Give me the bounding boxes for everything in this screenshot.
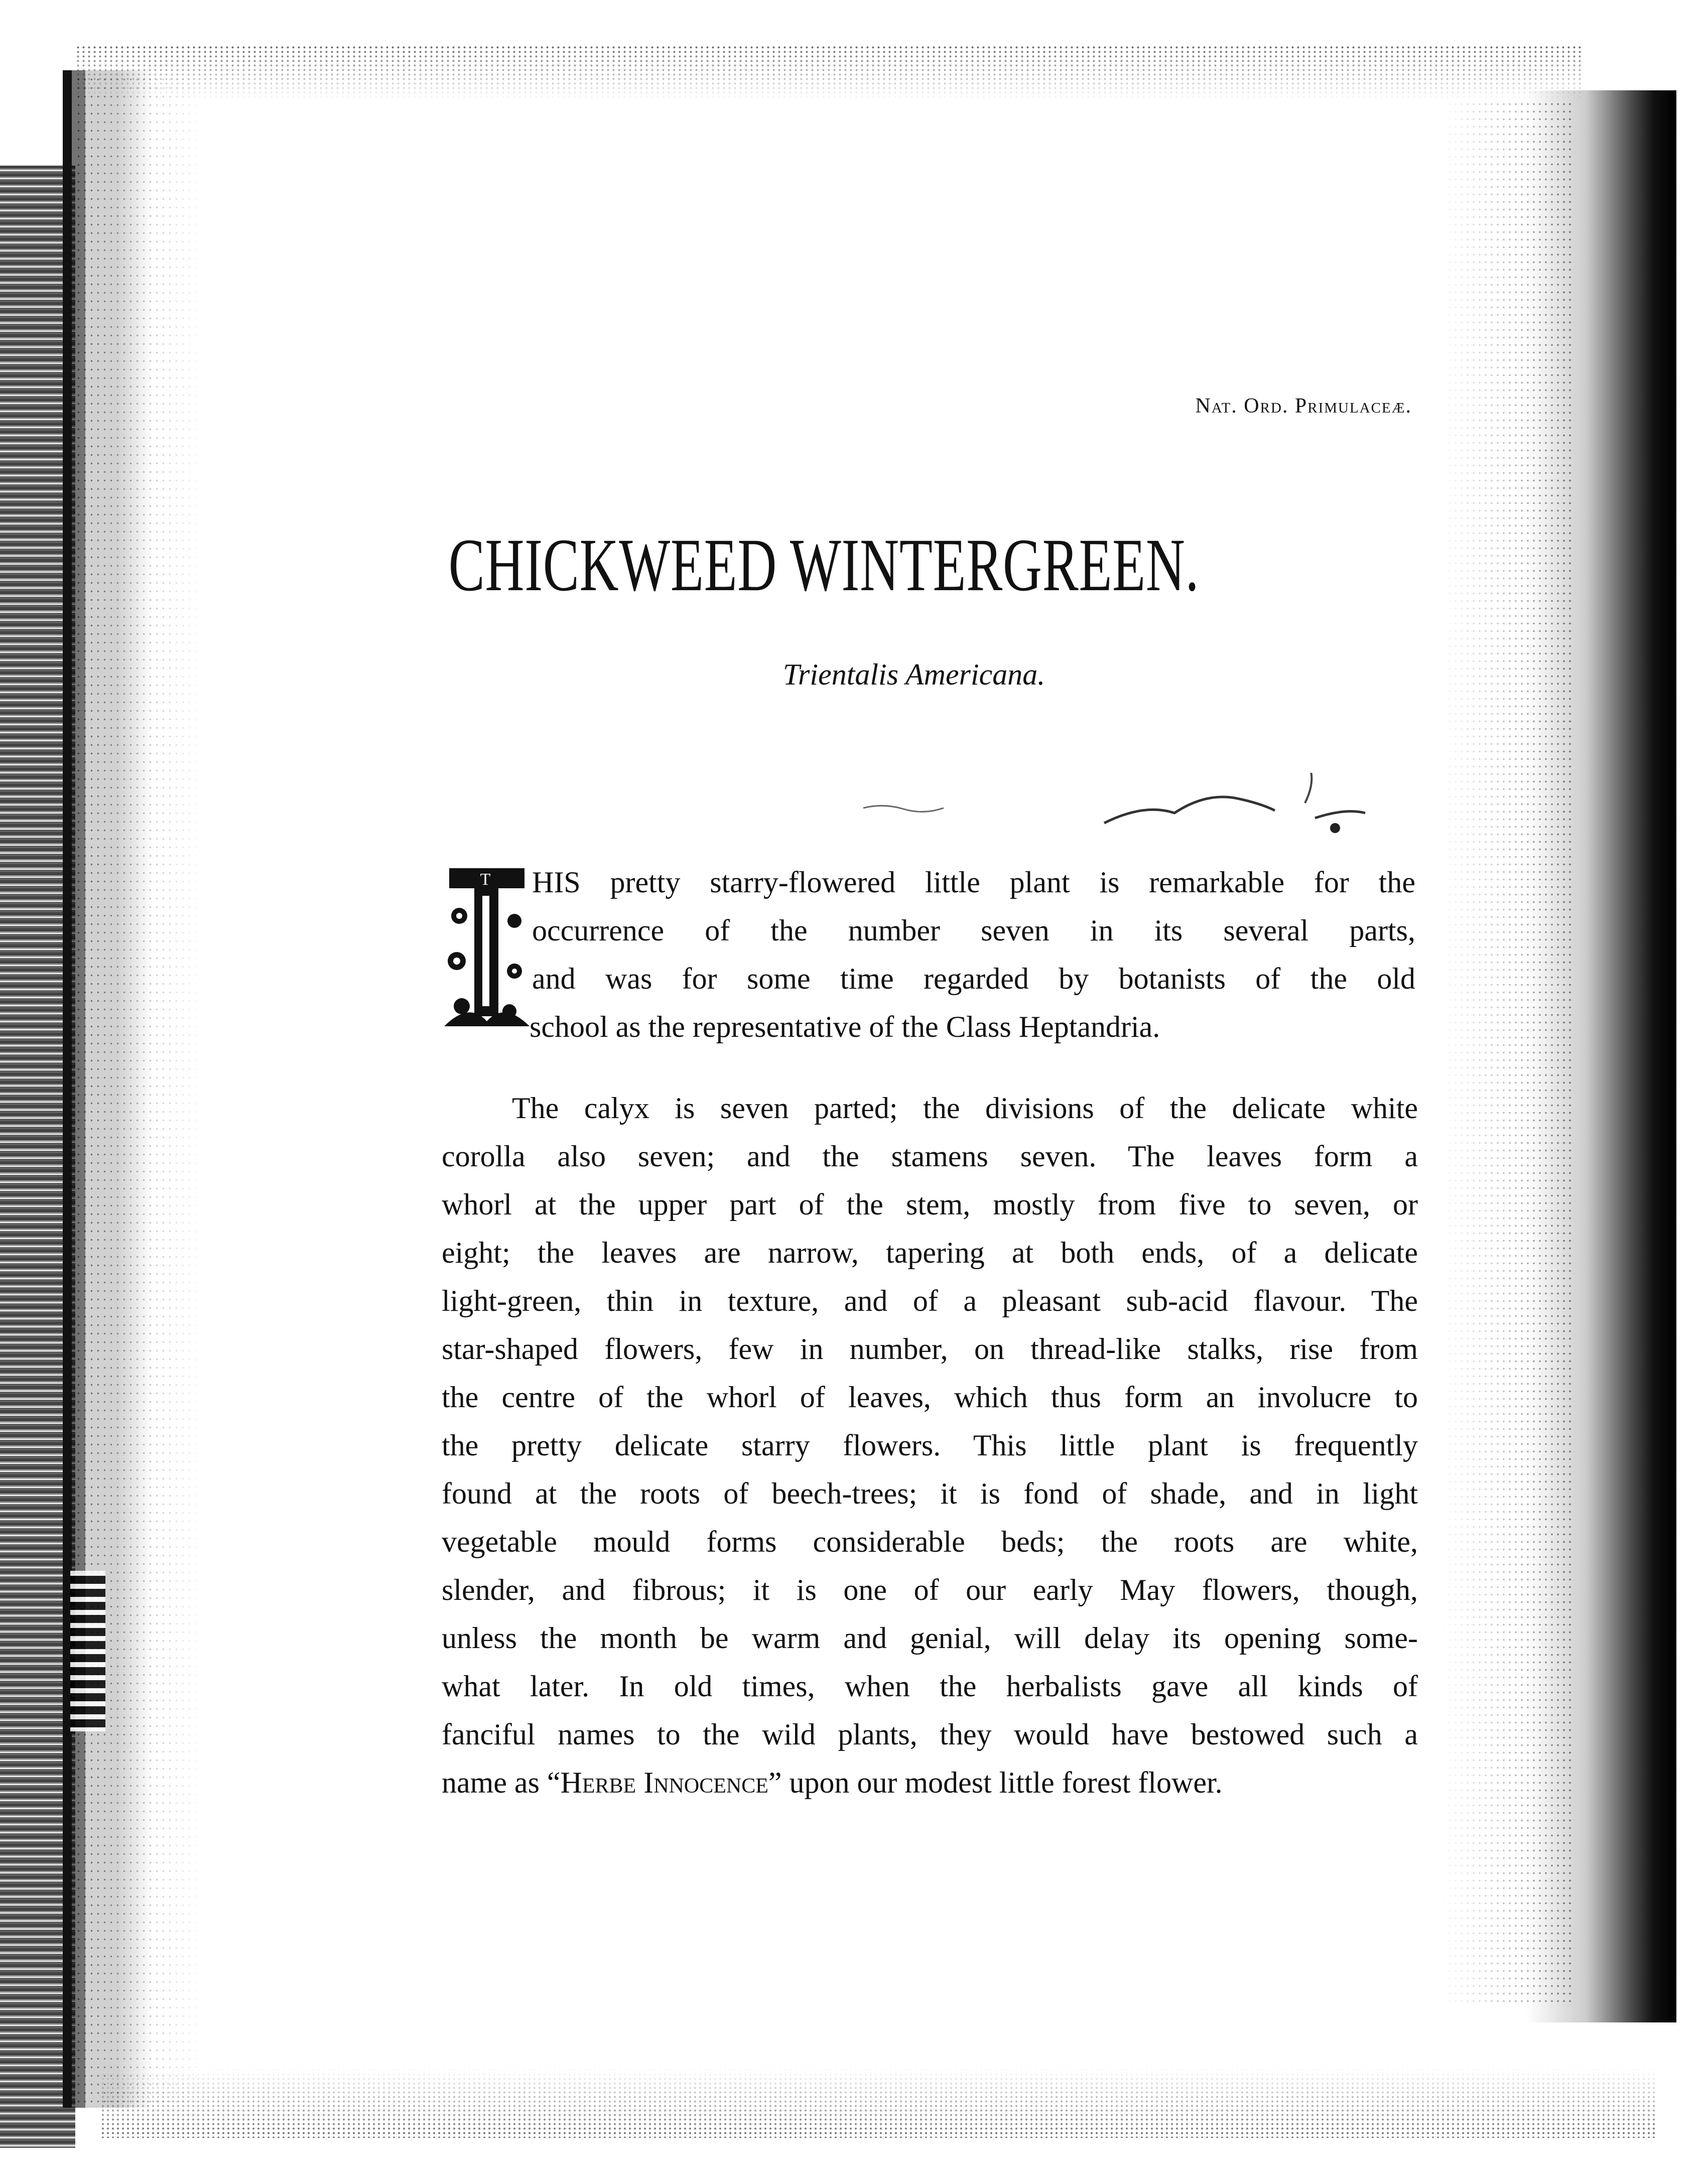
- text-line: HIS pretty starry-flowered little plant is remarkable for the: [532, 866, 1415, 899]
- paragraph-1-line-3: [532, 955, 1415, 1003]
- paragraph-2-body: [442, 1132, 1418, 1807]
- natural-order-label: Nat. Ord. Primulaceæ.: [1195, 394, 1412, 418]
- text-line: light-green, thin in texture, and of a pleasant sub-acid flavour. The: [442, 1284, 1418, 1317]
- left-edge-marks: [70, 1571, 105, 1731]
- text-line: the centre of the whorl of leaves, which thus form an involucre to: [442, 1381, 1418, 1414]
- text-line: occurrence of the number seven in its several parts,: [532, 914, 1415, 947]
- text-line: school as the representative of the Class Heptandria.: [530, 1010, 1160, 1043]
- page-title: CHICKWEED WINTERGREEN.: [448, 523, 1200, 607]
- text-line: fanciful names to the wild plants, they would have bestowed such a: [442, 1718, 1418, 1751]
- text-line: found at the roots of beech-trees; it is fond of shade, and in light: [442, 1477, 1418, 1510]
- text-line: and was for some time regarded by botanists of the old: [532, 962, 1415, 995]
- text-line: what later. In old times, when the herbalists gave all kinds of: [442, 1670, 1418, 1703]
- text-line: slender, and fibrous; it is one of our early May flowers, though,: [442, 1573, 1418, 1606]
- text-line: eight; the leaves are narrow, tapering at both ends, of a delicate: [442, 1236, 1418, 1269]
- text-fragment: name as “: [442, 1766, 561, 1799]
- latin-name: Trientalis Americana.: [783, 658, 1045, 691]
- text-line: the pretty delicate starry flowers. This little plant is frequently: [442, 1429, 1418, 1462]
- text-line: unless the month be warm and genial, will delay its opening some-: [442, 1621, 1418, 1655]
- top-scan-noise: [75, 45, 1581, 100]
- bottom-scan-noise: [100, 2068, 1656, 2138]
- text-line: whorl at the upper part of the stem, mostly from five to seven, or: [442, 1188, 1418, 1221]
- paragraph-2: [442, 1084, 1418, 1132]
- ornamental-drop-cap: [439, 861, 532, 1034]
- pencil-squiggle-mark: [863, 773, 1415, 843]
- final-text-line: [442, 1758, 1418, 1807]
- left-scan-noise: [75, 75, 206, 2108]
- text-line: corolla also seven; and the stamens seven. The leaves form a: [442, 1140, 1418, 1173]
- herbe-innocence-smallcaps: Herbe Innocence: [560, 1766, 768, 1799]
- paragraph-1-line-1: [532, 858, 1415, 955]
- text-fragment: ” upon our modest little forest flower.: [768, 1766, 1223, 1799]
- paragraph-1-line-4: [530, 1003, 1282, 1051]
- drop-cap-letter: T: [480, 870, 491, 889]
- text-line: The calyx is seven parted; the divisions of the delicate white: [512, 1092, 1418, 1125]
- text-line: star-shaped flowers, few in number, on thread-like stalks, rise from: [442, 1332, 1418, 1366]
- text-line: vegetable mould forms considerable beds; the roots are white,: [442, 1525, 1418, 1558]
- right-scan-noise: [1440, 100, 1571, 2007]
